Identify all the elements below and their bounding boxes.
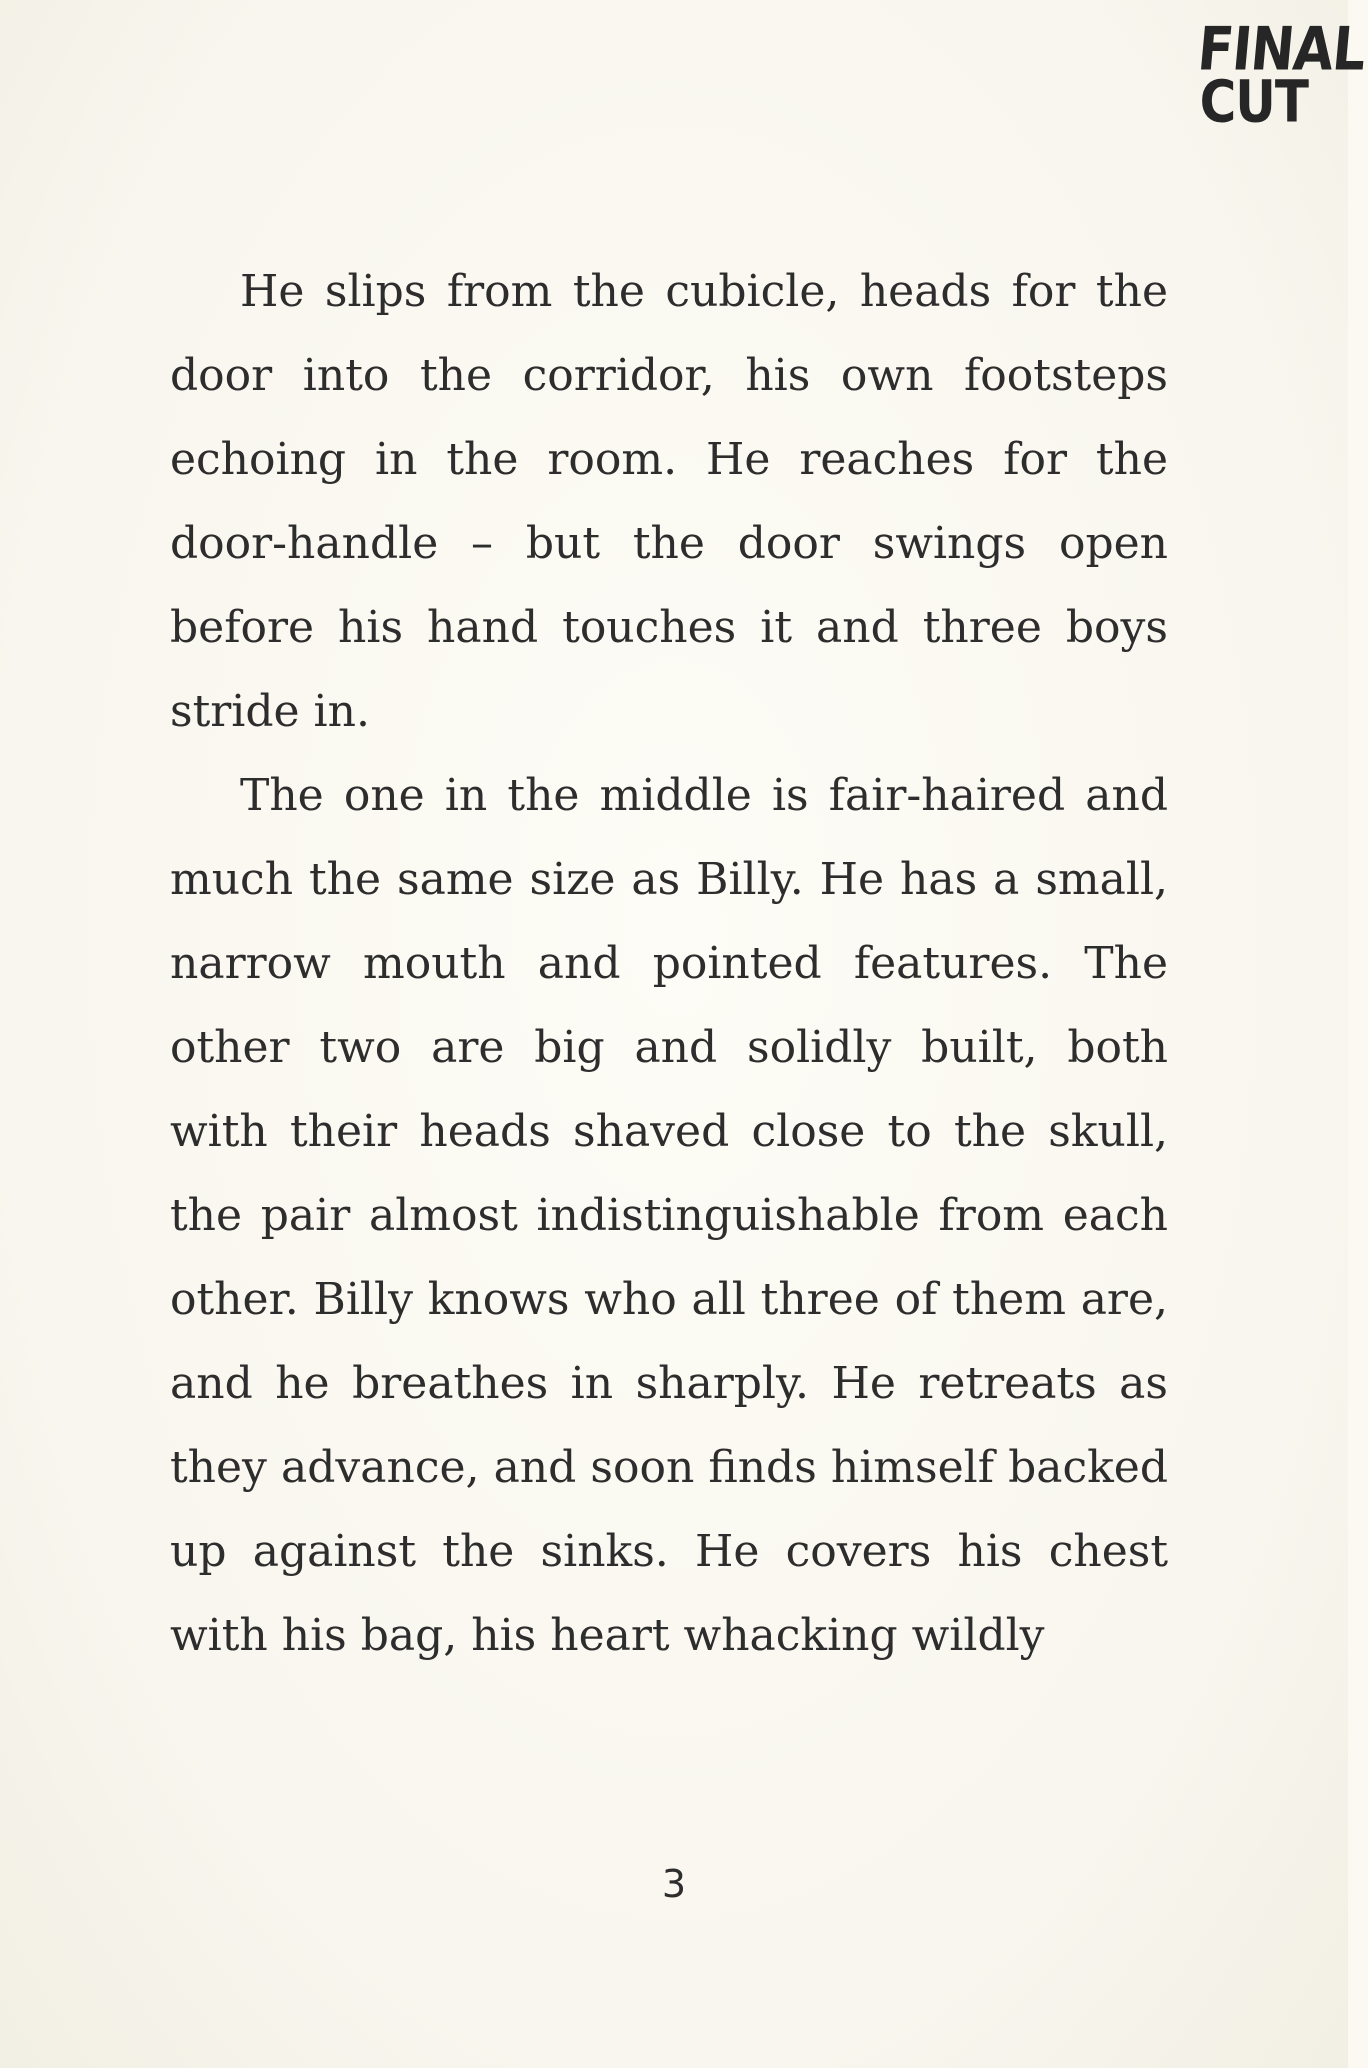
final-cut-logo	[1194, 15, 1368, 136]
paragraph-2: The one in the middle is fair-haired and much the same size as Billy. He has a small, narrow mouth and pointed features. The other two are big and solidly built, both with their heads shaved close to the skull, the pair almost indistinguishable from each other. Billy knows who all three of them are, and he breathes in sharply. He retreats as they advance, and soon finds himself backed up against the sinks. He covers his chest with his bag, his heart whacking wildly	[170, 770, 1168, 1661]
page-number: 3	[661, 1862, 687, 1906]
body-text	[170, 250, 1168, 1678]
logo-line-1: FINAL	[1194, 15, 1368, 85]
paragraph-1: He slips from the cubicle, heads for the door into the corridor, his own footsteps echoing in the room. He reaches for the door-handle – but the door swings open before his hand touches it and three boys stride in.	[170, 266, 1168, 737]
logo-line-2: CUT	[1199, 68, 1308, 136]
